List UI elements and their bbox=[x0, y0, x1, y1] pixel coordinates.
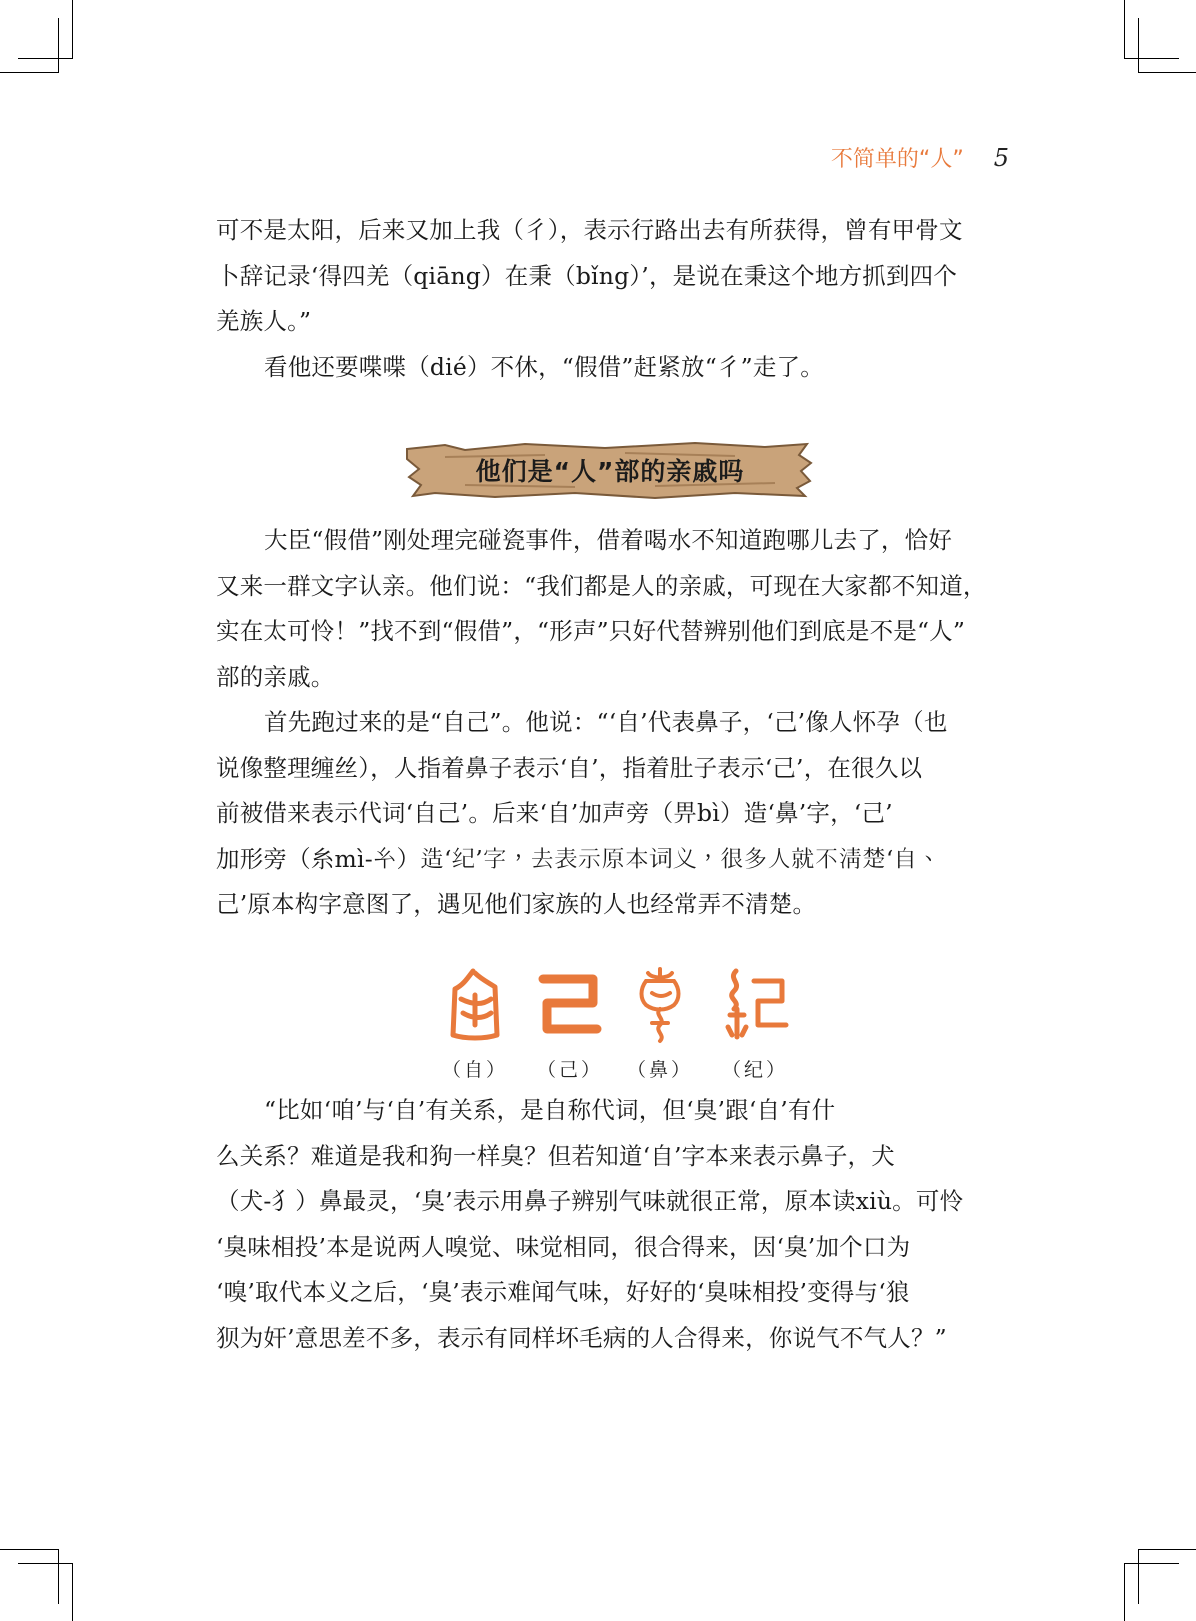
glyph-caption: （自） bbox=[441, 1059, 508, 1081]
crop-mark-bottom-right-v2 bbox=[1138, 1549, 1139, 1604]
crop-mark-top-right-h bbox=[1138, 72, 1196, 73]
text-line: 部的亲戚。 bbox=[216, 662, 335, 691]
crop-mark-bottom-left-v2 bbox=[58, 1549, 59, 1604]
text-line: “比如‘咱’与‘自’有关系，是自称代词，但‘臭’跟‘自’有什 bbox=[264, 1096, 836, 1124]
text-line: 看他还要喋喋（dié）不休，“假借”赶紧放“彳”走了。 bbox=[264, 353, 824, 381]
text-line: ‘嗅’取代本义之后，‘臭’表示难闻气味，好好的‘臭味相投’变得与‘狼 bbox=[216, 1278, 910, 1306]
crop-mark-top-left-v2 bbox=[58, 18, 59, 73]
section-title: 他们是“人”部的亲戚吗 bbox=[475, 457, 745, 486]
chapter-title: 不简单的“人” bbox=[830, 147, 964, 172]
running-header bbox=[831, 142, 1009, 173]
text-line: 大臣“假借”刚处理完碰瓷事件，借着喝水不知道跑哪儿去了，恰好 bbox=[264, 526, 953, 554]
crop-mark-top-left-h bbox=[0, 72, 58, 73]
crop-mark-bottom-right-h2 bbox=[1124, 1563, 1179, 1564]
text-line: 狈为奸’意思差不多，表示有同样坏毛病的人合得来，你说气不气人？” bbox=[216, 1323, 947, 1352]
text-line: 前被借来表示代词‘自己’。后来‘自’加声旁（畀bì）造‘鼻’字，‘己’ bbox=[216, 799, 893, 827]
text-line: 己’原本构字意图了，遇见他们家族的人也经常弄不清楚。 bbox=[216, 890, 817, 918]
text-line: 么关系？难道是我和狗一样臭？但若知道‘自’字本来表示鼻子，犬 bbox=[216, 1141, 895, 1170]
crop-mark-bottom-left-v bbox=[72, 1563, 73, 1621]
text-line: 又来一群文字认亲。他们说：“我们都是人的亲戚，可现在大家都不知道， bbox=[216, 571, 987, 600]
crop-mark-top-right-v2 bbox=[1138, 18, 1139, 73]
glyph-ji-silk bbox=[710, 965, 800, 1082]
crop-mark-top-left-v bbox=[72, 0, 73, 58]
paragraph-2 bbox=[216, 345, 1010, 391]
crop-mark-bottom-right-v bbox=[1124, 1563, 1125, 1621]
seal-script-bi-icon bbox=[630, 965, 690, 1045]
glyph-caption: （己） bbox=[536, 1059, 603, 1081]
crop-mark-bottom-right-h bbox=[1138, 1549, 1196, 1550]
paragraph-5 bbox=[216, 1088, 1010, 1361]
glyph-zi bbox=[430, 965, 520, 1082]
paragraph-1 bbox=[216, 208, 1010, 345]
paragraph-3 bbox=[216, 518, 1010, 700]
text-line: 卜辞记录‘得四羌（qiāng）在秉（bǐng）’，是说在秉这个地方抓到四个 bbox=[216, 261, 958, 290]
ancient-glyph-row bbox=[430, 965, 800, 1081]
glyph-ji bbox=[525, 965, 615, 1082]
text-line: 可不是太阳，后来又加上我（彳），表示行路出去有所获得，曾有甲骨文 bbox=[216, 216, 963, 244]
crop-mark-top-right-h2 bbox=[1124, 58, 1179, 59]
crop-mark-top-left-h2 bbox=[18, 58, 73, 59]
text-line: 羌族人。” bbox=[216, 307, 312, 335]
crop-mark-bottom-left-h2 bbox=[18, 1563, 73, 1564]
text-line: （犬-犭）鼻最灵，‘臭’表示用鼻子辨别气味就很正常，原本读xiù。可怜 bbox=[216, 1187, 964, 1215]
seal-script-ji-icon bbox=[535, 965, 605, 1045]
crop-mark-bottom-left-h bbox=[0, 1549, 58, 1550]
text-line: 实在太可怜！”找不到“假借”，“形声”只好代替辨别他们到底是不是“人” bbox=[216, 617, 966, 645]
glyph-bi bbox=[615, 965, 705, 1082]
seal-script-zi-icon bbox=[445, 965, 505, 1045]
section-banner bbox=[405, 441, 815, 499]
page-number: 5 bbox=[993, 144, 1009, 172]
paragraph-4 bbox=[216, 700, 1010, 928]
crop-mark-top-right-v bbox=[1124, 0, 1125, 58]
text-line: 加形旁（糸mì-𢆯）造‘纪’字，去表示原本词义，很多人就不清楚‘自、 bbox=[216, 844, 941, 873]
seal-script-ji-silk-icon bbox=[720, 965, 790, 1045]
glyph-caption: （纪） bbox=[721, 1059, 788, 1081]
text-line: 说像整理缠丝），人指着鼻子表示‘自’，指着肚子表示‘己’，在很久以 bbox=[216, 753, 923, 782]
text-line: 首先跑过来的是“自己”。他说：“‘自’代表鼻子，‘己’像人怀孕（也 bbox=[264, 708, 948, 736]
text-line: ‘臭味相投’本是说两人嗅觉、味觉相同，很合得来，因‘臭’加个口为 bbox=[216, 1232, 911, 1261]
glyph-caption: （鼻） bbox=[626, 1059, 693, 1081]
